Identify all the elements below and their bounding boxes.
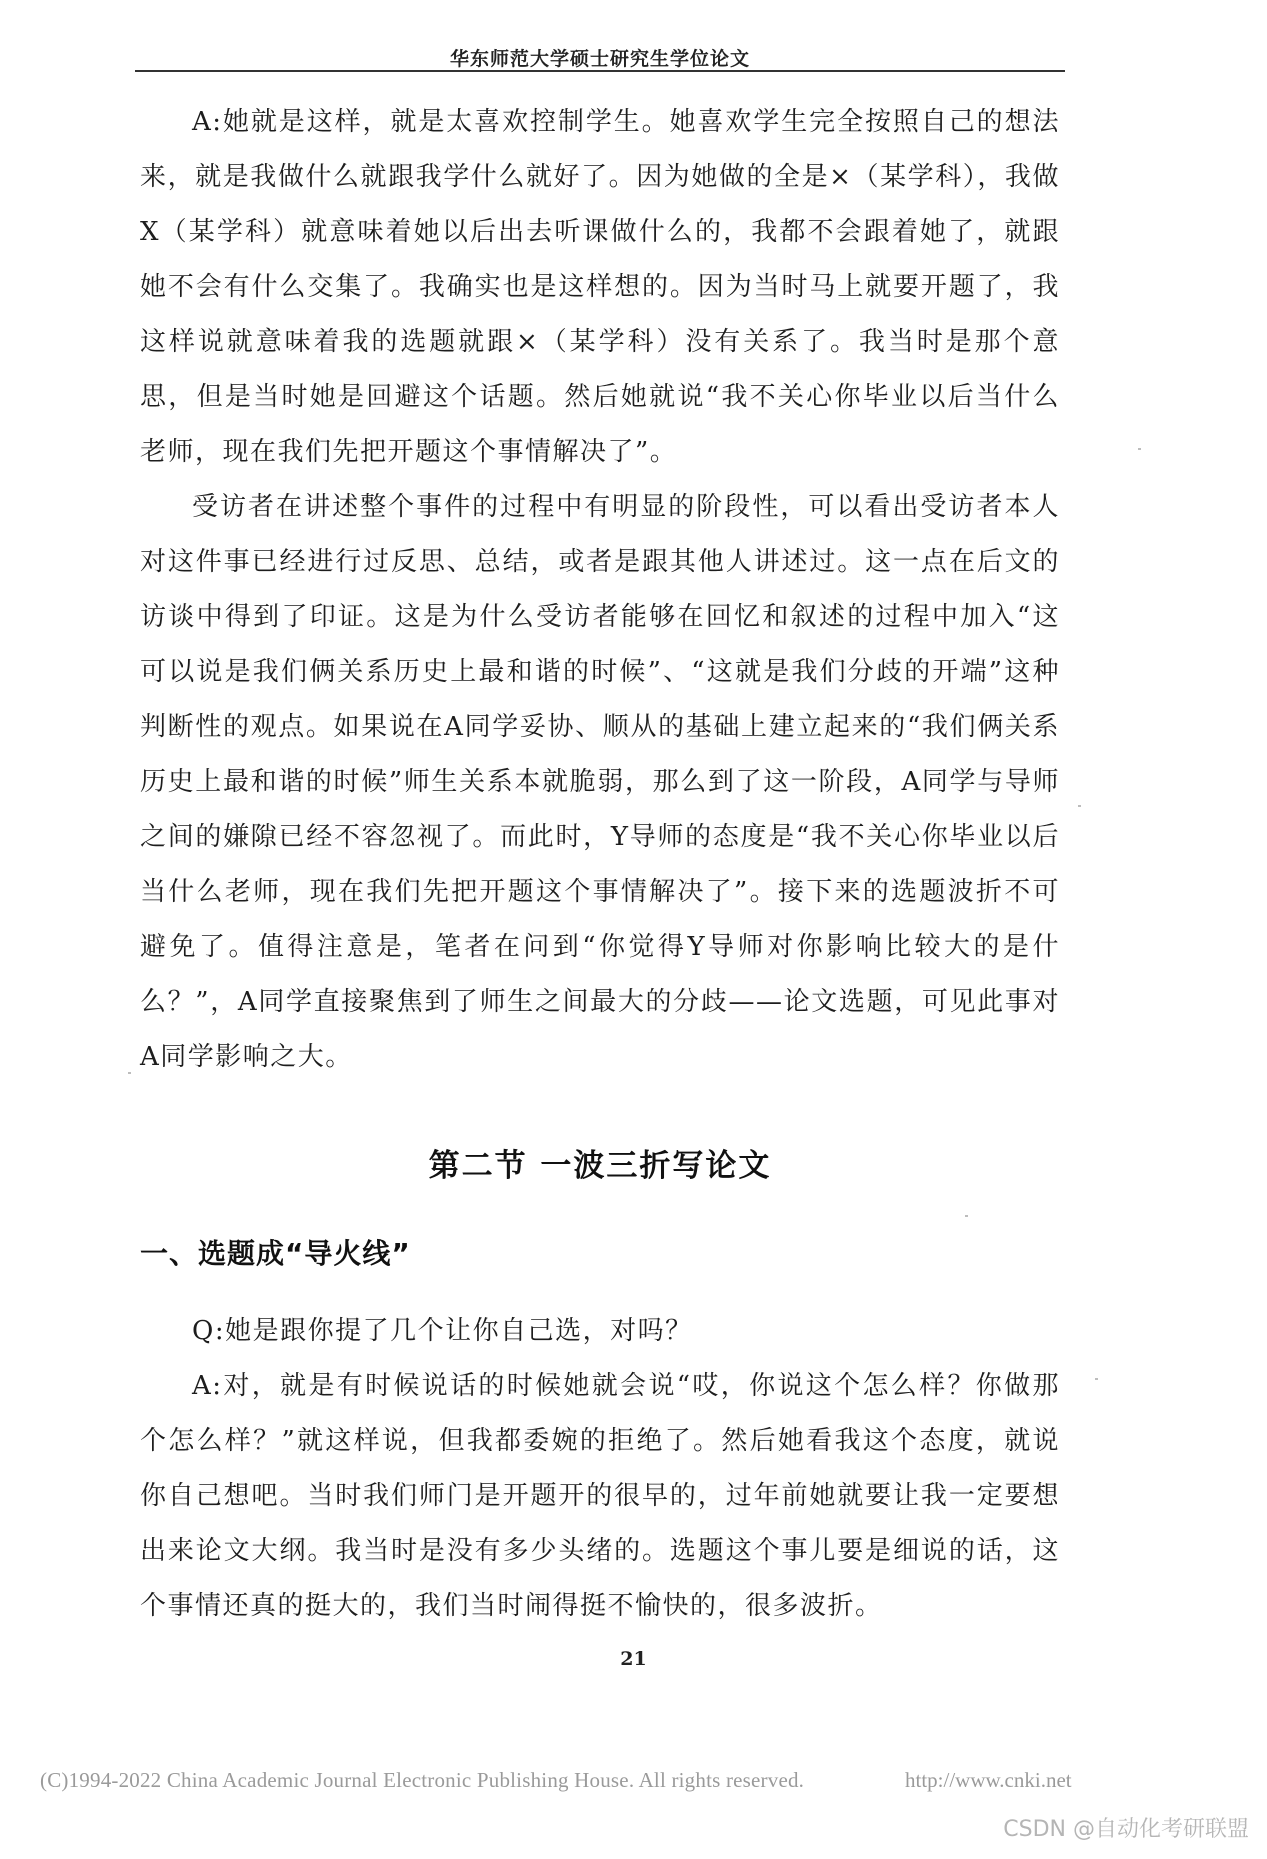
- scan-speck: [1138, 448, 1141, 450]
- footer-copyright: (C)1994-2022 China Academic Journal Electronic Publishing House. All rights reserved.: [40, 1768, 805, 1792]
- section-title: 第二节 一波三折写论文: [428, 1148, 772, 1184]
- page-number: 21: [620, 1648, 647, 1670]
- paragraph-interview-answer-2: A:对，就是有时候说话的时候她就会说“哎，你说这个怎么样？你做那个怎么样？”就这样说，但我都委婉的拒绝了。然后她看我这个态度，就说你自己想吧。当时我们师门是开题开的很早的，过年前她就要让我一定要想出来论文大纲。我当时是没有多少头绪的。选题这个事儿要是细说的话，这个事情还真的挺大的，我们当时闹得挺不愉快的，很多波折。: [140, 1371, 1060, 1621]
- paragraph-interview-answer-1: A:她就是这样，就是太喜欢控制学生。她喜欢学生完全按照自己的想法来，就是我做什么就跟我学什么就好了。因为她做的全是×（某学科），我做X（某学科）就意味着她以后出去听课做什么的，我都不会跟着她了，就跟她不会有什么交集了。我确实也是这样想的。因为当时马上就要开题了，我这样说就意味着我的选题就跟×（某学科）没有关系了。我当时是那个意思，但是当时她是回避这个话题。然后她就说“我不关心你毕业以后当什么老师，现在我们先把开题这个事情解决了”。: [140, 107, 1060, 467]
- paragraph-analysis: 受访者在讲述整个事件的过程中有明显的阶段性，可以看出受访者本人对这件事已经进行过反思、总结，或者是跟其他人讲述过。这一点在后文的访谈中得到了印证。这是为什么受访者能够在回忆和叙述的过程中加入“这可以说是我们俩关系历史上最和谐的时候”、“这就是我们分歧的开端”这种判断性的观点。如果说在A同学妥协、顺从的基础上建立起来的“我们俩关系历史上最和谐的时候”师生关系本就脆弱，那么到了这一阶段，A同学与导师之间的嫌隙已经不容忽视了。而此时，Y导师的态度是“我不关心你毕业以后当什么老师，现在我们先把开题这个事情解决了”。接下来的选题波折不可避免了。值得注意是，笔者在问到“你觉得Y导师对你影响比较大的是什么？”，A同学直接聚焦到了师生之间最大的分歧——论文选题，可见此事对A同学影响之大。: [140, 492, 1060, 1072]
- scan-speck: [128, 1072, 131, 1074]
- body-text-bottom: [140, 1304, 1060, 1634]
- header-divider: [135, 70, 1065, 72]
- scan-speck: [1095, 1378, 1098, 1380]
- csdn-watermark: CSDN @自动化考研联盟: [1003, 1817, 1249, 1842]
- paragraph-interview-question: Q:她是跟你提了几个让你自己选，对吗？: [192, 1316, 693, 1346]
- body-text-top: [140, 95, 1060, 1085]
- subsection-title: 一、选题成“导火线”: [140, 1237, 411, 1270]
- running-header: 华东师范大学硕士研究生学位论文: [449, 48, 750, 70]
- scan-speck: [965, 1215, 968, 1217]
- scan-speck: [1078, 805, 1081, 807]
- footer-url: http://www.cnki.net: [905, 1768, 1072, 1792]
